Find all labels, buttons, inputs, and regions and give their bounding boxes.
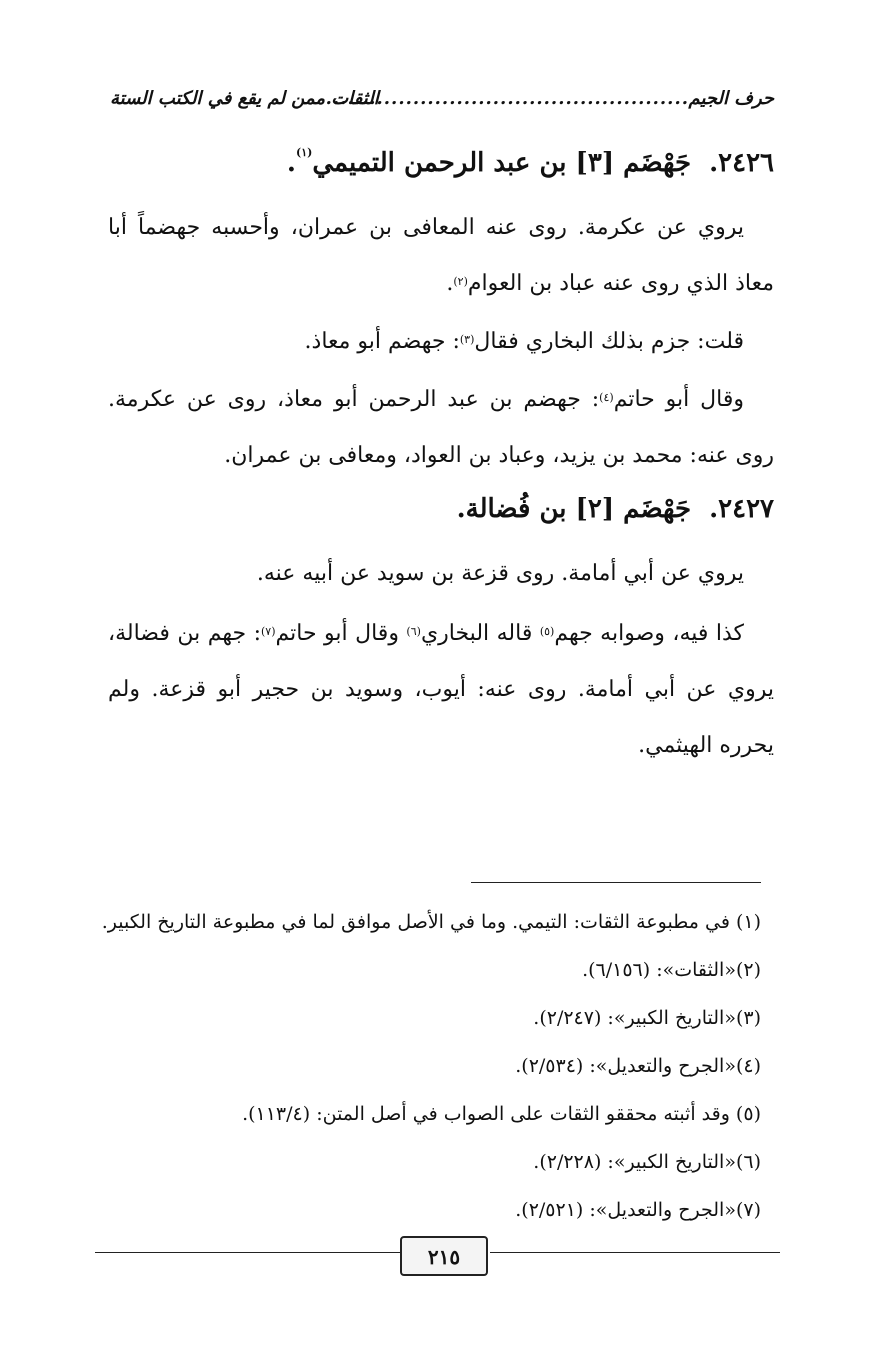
footnote-ref: (٣) <box>459 333 475 346</box>
entry-number: ٢٤٢٦. <box>709 148 774 178</box>
footnotes <box>100 898 761 1234</box>
running-head-book-title: الثقات ممن لم يقع في الكتب الستة <box>110 88 379 109</box>
paragraph-abu-hatim <box>108 372 774 484</box>
entry-heading-2426 <box>287 148 774 178</box>
footnote-1: (١) في مطبوعة الثقات: التيمي. وما في الأصل موافق لما في مطبوعة التاريخ الكبير. <box>101 911 761 933</box>
footnote-ref: (٥) <box>539 625 555 638</box>
footnote-5: (٥) وقد أثبته محققو الثقات على الصواب في أصل المتن: (١١٣/٤). <box>242 1103 761 1125</box>
entry-period: . <box>286 148 296 178</box>
running-head <box>110 82 774 122</box>
paragraph-text: قلت: جزم بذلك البخاري فقال <box>474 329 744 354</box>
entry-name: جَهْضَم [٣] بن عبد الرحمن التميمي <box>312 148 692 178</box>
footnote-separator <box>471 882 761 883</box>
paragraph-text: قاله البخاري <box>420 621 540 646</box>
period: . <box>446 271 454 296</box>
page-number: ٢١٥ <box>400 1236 488 1276</box>
paragraph-text: : جهضم بن عبد الرحمن أبو معاذ، روى عن عكرمة. روى عنه: محمد بن يزيد، وعباد بن العواد، ومعافى بن عمران. <box>108 387 774 468</box>
bottom-rule-left <box>95 1252 400 1253</box>
footnote-7: (٧)«الجرح والتعديل»: (٢/٥٢١). <box>515 1199 761 1221</box>
footnote-6: (٦)«التاريخ الكبير»: (٢/٢٢٨). <box>533 1151 761 1173</box>
paragraph-text: وقال أبو حاتم <box>613 387 744 412</box>
entry-heading-2427 <box>457 494 774 524</box>
entry-number: ٢٤٢٧. <box>709 494 774 524</box>
entry-name: جَهْضَم [٢] بن فُضالة. <box>456 494 692 524</box>
paragraph-narration <box>108 200 774 312</box>
running-head-leader-dots: .................................................. <box>325 88 689 109</box>
footnote-ref: (١) <box>295 146 313 159</box>
paragraph-text: كذا فيه، وصوابه جهم <box>554 621 745 646</box>
paragraph-text: يروي عن عكرمة. روى عنه المعافى بن عمران، وأحسبه جهضماً أبا معاذ الذي روى عنه عباد بن العوام <box>108 215 774 296</box>
paragraph-text: : جهضم أبو معاذ. <box>304 329 460 354</box>
running-head-chapter: حرف الجيم <box>688 88 774 109</box>
bottom-rule-right <box>490 1252 780 1253</box>
footnote-ref: (٤) <box>599 391 614 404</box>
footnote-ref: (٦) <box>406 625 421 638</box>
paragraph-narration-2: يروي عن أبي أمامة. روى قزعة بن سويد عن أبيه عنه. <box>256 561 744 586</box>
paragraph-text: وقال أبو حاتم <box>275 621 407 646</box>
paragraph-text: : جهم بن فضالة، يروي عن أبي أمامة. روى عنه: أيوب، وسويد بن حجير أبو قزعة. ولم يحرره الهيثمي. <box>108 621 774 758</box>
paragraph-bukhari <box>108 314 774 370</box>
footnote-2: (٢)«الثقات»: (٦/١٥٦). <box>582 959 761 981</box>
footnote-ref: (٢) <box>453 275 468 288</box>
footnote-4: (٤)«الجرح والتعديل»: (٢/٥٣٤). <box>515 1055 761 1077</box>
footnote-ref: (٧) <box>260 625 276 638</box>
footnote-3: (٣)«التاريخ الكبير»: (٢/٢٤٧). <box>533 1007 761 1029</box>
paragraph-correction <box>108 606 774 774</box>
